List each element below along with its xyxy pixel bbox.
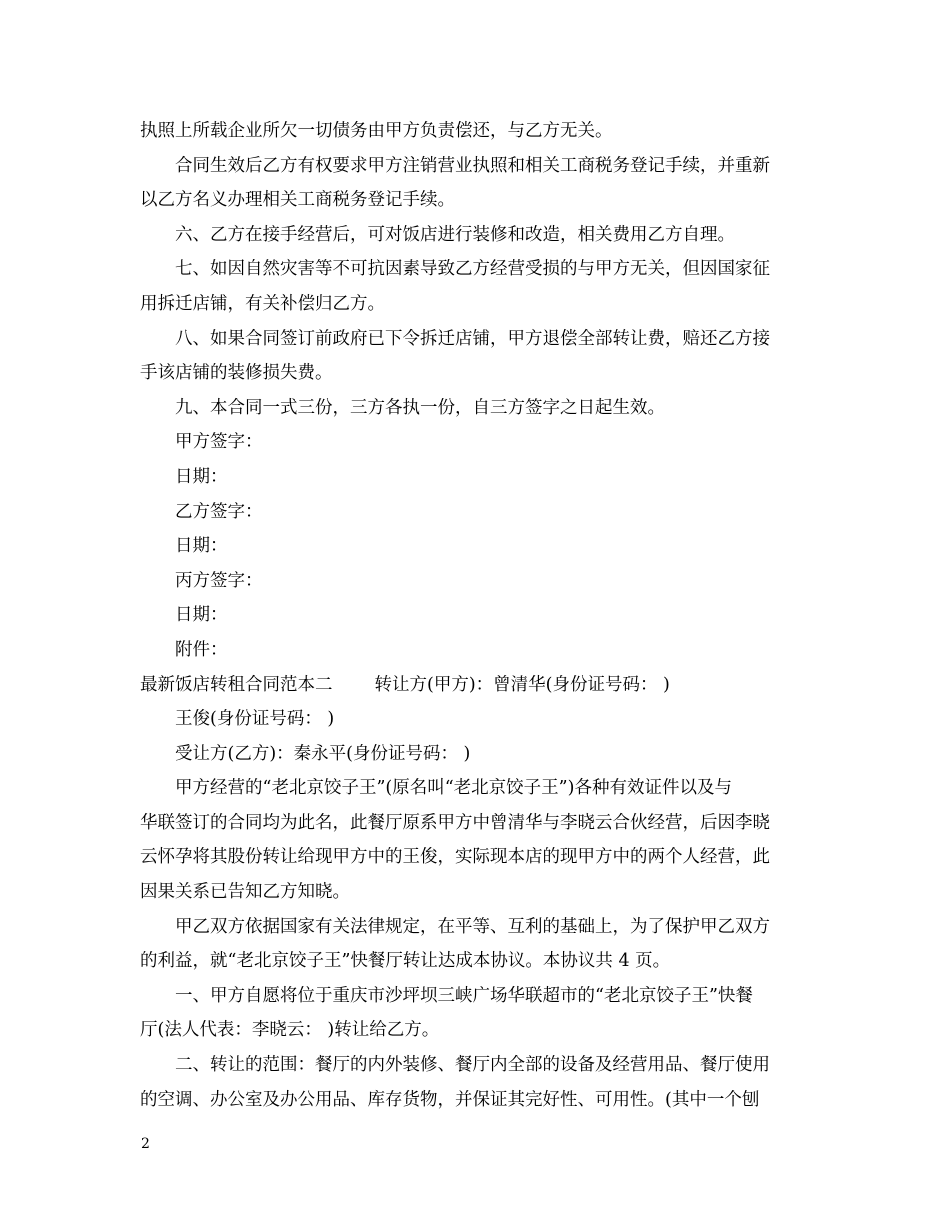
- text-line: 云怀孕将其股份转让给现甲方中的王俊，实际现本店的现甲方中的两个人经营，此: [140, 847, 770, 868]
- page-number: 2: [141, 1136, 150, 1152]
- date-label: 日期：: [175, 466, 228, 487]
- text-line: 一、甲方自愿将位于重庆市沙坪坝三峡广场华联超市的“老北京饺子王”快餐: [175, 985, 753, 1006]
- text-line: 手该店铺的装修损失费。: [140, 363, 333, 384]
- text-line: 六、乙方在接手经营后，可对饭店进行装修和改造，相关费用乙方自理。: [175, 224, 735, 245]
- date-label: 日期：: [175, 605, 228, 626]
- text-line: 厅(法人代表：李晓云： )转让给乙方。: [140, 1020, 440, 1041]
- text-line: 的利益，就“老北京饺子王”快餐厅转让达成本协议。本协议共 4 页。: [140, 951, 671, 972]
- text-line: 用拆迁店铺，有关补偿归乙方。: [140, 293, 385, 314]
- text-line: 七、如因自然灾害等不可抗因素导致乙方经营受损的与甲方无关，但因国家征: [175, 259, 770, 280]
- signature-label-party-b: 乙方签字：: [175, 501, 263, 522]
- text-line: 以乙方名义办理相关工商税务登记手续。: [140, 190, 455, 211]
- signature-label-party-c: 丙方签字：: [175, 570, 263, 591]
- text-line: 二、转让的范围：餐厅的内外装修、餐厅内全部的设备及经营用品、餐厅使用: [175, 1055, 770, 1076]
- document-body: [140, 114, 812, 1117]
- text-line: 甲方经营的“老北京饺子王”(原名叫“老北京饺子王”)各种有效证件以及与: [175, 778, 732, 799]
- text-line: 的空调、办公室及办公用品、库存货物，并保证其完好性、可用性。(其中一个刨: [140, 1089, 760, 1110]
- signature-label-party-a: 甲方签字：: [175, 432, 263, 453]
- text-line: 八、如果合同签订前政府已下令拆迁店铺，甲方退偿全部转让费，赔还乙方接: [175, 328, 770, 349]
- attachment-label: 附件：: [175, 639, 228, 660]
- section-heading-line: [140, 668, 812, 703]
- text-line: 王俊(身份证号码： ): [175, 709, 335, 730]
- section-title: 最新饭店转租合同范本二: [140, 674, 333, 695]
- text-line: 甲乙双方依据国家有关法律规定，在平等、互利的基础上，为了保护甲乙双方: [175, 916, 770, 937]
- transferor-line: 转让方(甲方)：曾清华(身份证号码： ): [374, 674, 670, 695]
- text-line: 九、本合同一式三份，三方各执一份，自三方签字之日起生效。: [175, 397, 665, 418]
- text-line: 华联签订的合同均为此名，此餐厅原系甲方中曾清华与李晓云合伙经营，后因李晓: [140, 812, 770, 833]
- text-line: 执照上所载企业所欠一切债务由甲方负责偿还，与乙方无关。: [140, 121, 613, 141]
- text-line: 因果关系已告知乙方知晓。: [140, 882, 350, 903]
- text-line: 合同生效后乙方有权要求甲方注销营业执照和相关工商税务登记手续，并重新: [175, 155, 770, 176]
- text-line: 受让方(乙方)：秦永平(身份证号码： ): [175, 743, 471, 764]
- date-label: 日期：: [175, 536, 228, 557]
